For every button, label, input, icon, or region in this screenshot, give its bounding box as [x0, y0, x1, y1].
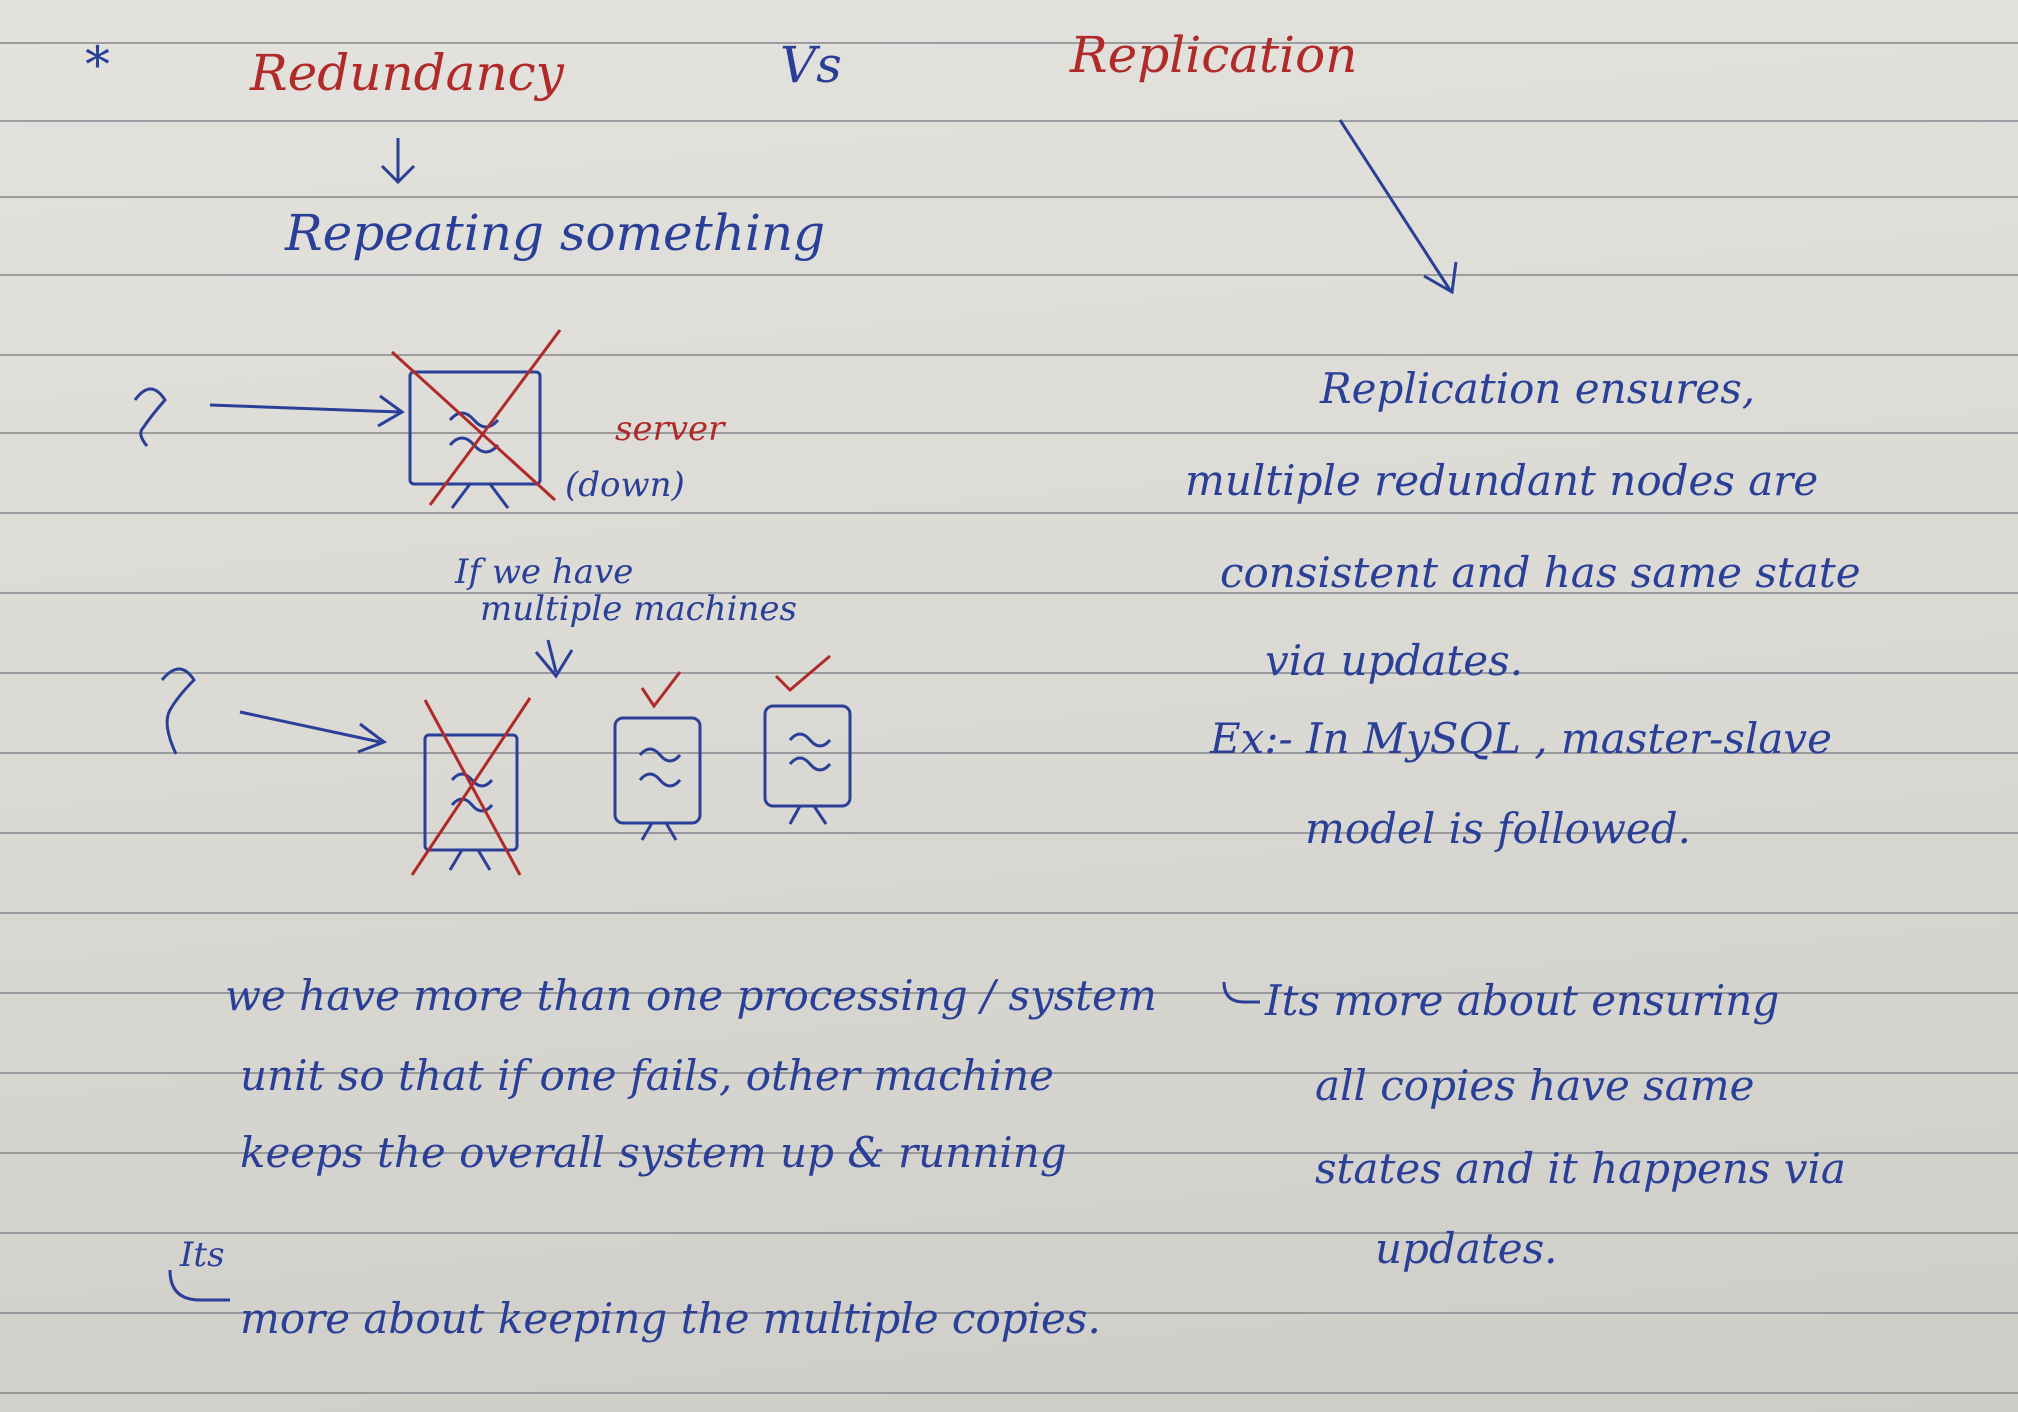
multi-note-line1: If we have	[455, 552, 634, 592]
replication-summary-line2: all copies have same	[1315, 1061, 1755, 1110]
replication-example-line1: Ex:- In MySQL , master-slave	[1210, 714, 1832, 763]
arrow-to-server	[210, 396, 402, 426]
hook-arrow-right	[1224, 982, 1260, 1002]
replication-def-line3: consistent and has same state	[1220, 548, 1861, 597]
heading-vs: Vs	[780, 36, 842, 94]
replication-summary-line1: Its more about ensuring	[1265, 976, 1780, 1025]
server-status: (down)	[565, 465, 685, 505]
check-mark-machine-3	[776, 656, 830, 690]
arrow-to-machines	[240, 712, 384, 752]
down-arrow-replication	[1340, 120, 1456, 292]
check-mark-machine-2	[642, 672, 680, 706]
down-arrow-redundancy	[382, 138, 414, 182]
redundancy-explanation-line3: keeps the overall system up & running	[240, 1128, 1067, 1177]
replication-def-line2: multiple redundant nodes are	[1185, 456, 1819, 505]
user-icon-bottom	[162, 669, 194, 754]
heading-replication: Replication	[1070, 26, 1358, 84]
replication-example-line2: model is followed.	[1305, 804, 1691, 853]
machine-2	[615, 718, 700, 840]
server-label: server	[615, 409, 725, 449]
machine-3	[765, 706, 850, 824]
bullet-star: *	[85, 36, 110, 94]
heading-redundancy: Redundancy	[250, 44, 564, 102]
cross-out-server	[392, 330, 560, 505]
replication-summary-line3: states and it happens via	[1315, 1144, 1846, 1193]
replication-def-line4: via updates.	[1265, 636, 1524, 685]
redundancy-meaning: Repeating something	[285, 204, 826, 262]
redundancy-summary: more about keeping the multiple copies.	[240, 1294, 1101, 1343]
multi-note-line2: multiple machines	[480, 589, 797, 629]
redundancy-explanation-line2: unit so that if one fails, other machine	[240, 1051, 1054, 1100]
cross-out-machine-1	[412, 698, 530, 875]
arrow-note-to-machines	[536, 640, 572, 676]
replication-def-line1: Replication ensures,	[1320, 364, 1756, 413]
redundancy-explanation-line1: we have more than one processing / system	[225, 971, 1157, 1020]
machine-1-down	[425, 735, 517, 870]
replication-summary-line4: updates.	[1375, 1224, 1558, 1273]
redundancy-summary-prefix: Its	[180, 1235, 225, 1275]
user-icon-top	[135, 389, 165, 446]
server-box-down	[410, 372, 540, 508]
